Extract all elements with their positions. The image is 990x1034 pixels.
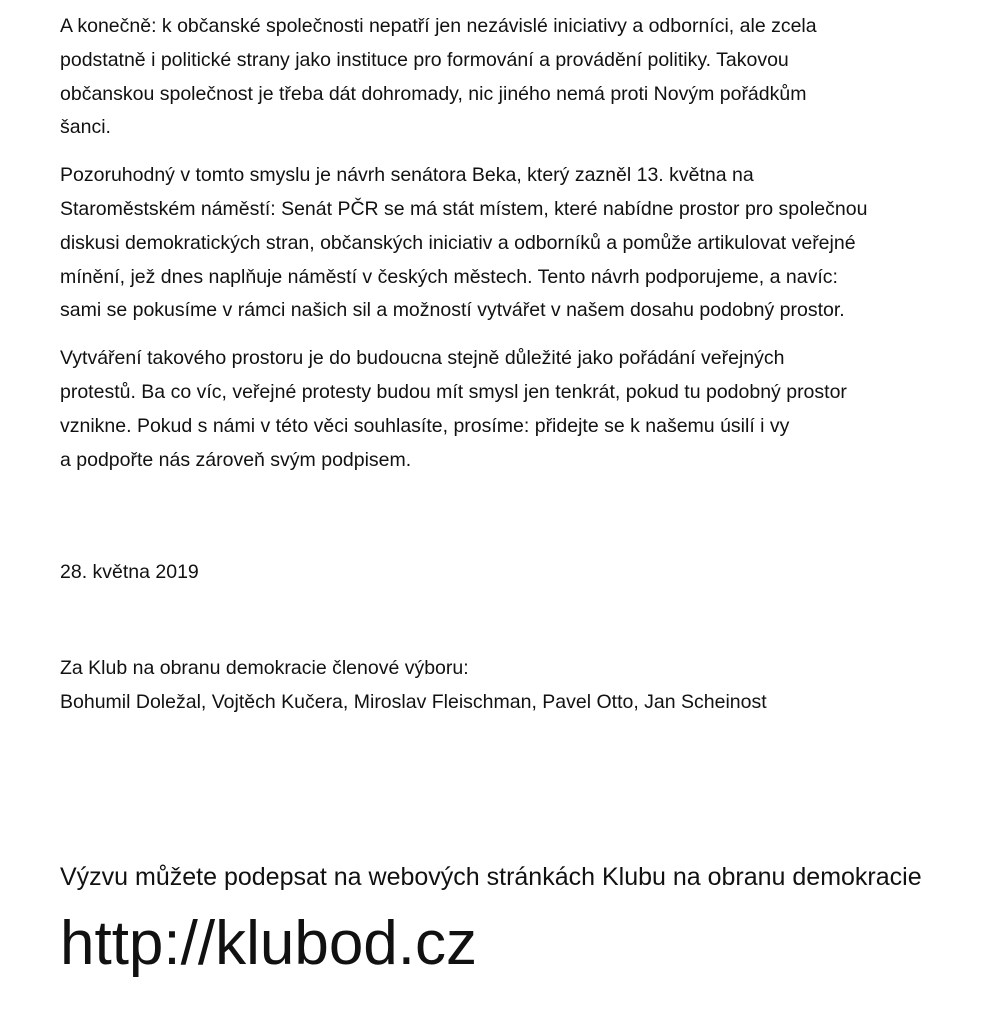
paragraph-senate-proposal xyxy=(60,159,965,328)
paragraph-line: protestů. Ba co víc, veřejné protesty budou mít smysl jen tenkrát, pokud tu podobný prostor xyxy=(60,380,847,403)
signature-block xyxy=(60,652,767,720)
paragraph-protests xyxy=(60,342,965,477)
petition-callout: Výzvu můžete podepsat na webových stránkách Klubu na obranu demokracie xyxy=(60,863,922,891)
paragraph-line: šanci. xyxy=(60,116,111,139)
paragraph-line: Vytváření takového prostoru je do budoucna stejně důležité jako pořádání veřejných xyxy=(60,347,785,370)
paragraph-line: Staroměstském náměstí: Senát PČR se má stát místem, které nabídne prostor pro společnou xyxy=(60,197,868,220)
signature-heading: Za Klub na obranu demokracie členové výboru: xyxy=(60,657,469,679)
document-date: 28. května 2019 xyxy=(60,561,199,583)
paragraph-line: podstatně i politické strany jako instituce pro formování a provádění politiky. Takovou xyxy=(60,48,789,71)
paragraph-line: sami se pokusíme v rámci našich sil a možností vytvářet v našem dosahu podobný prostor. xyxy=(60,299,845,322)
paragraph-line: občanskou společnost je třeba dát dohromady, nic jiného nemá proti Novým pořádkům xyxy=(60,82,807,105)
paragraph-line: A konečně: k občanské společnosti nepatří jen nezávislé iniciativy a odborníci, ale zcela xyxy=(60,15,817,37)
document-body xyxy=(60,10,965,491)
paragraph-line: Pozoruhodný v tomto smyslu je návrh senátora Beka, který zazněl 13. května na xyxy=(60,164,754,187)
paragraph-line: a podpořte nás zároveň svým podpisem. xyxy=(60,448,412,471)
paragraph-civil-society xyxy=(60,10,965,145)
paragraph-line: mínění, jež dnes naplňuje náměstí v českých městech. Tento návrh podporujeme, a navíc: xyxy=(60,265,838,288)
paragraph-line: diskusi demokratických stran, občanských iniciativ a odborníků a pomůže artikulovat veřejné xyxy=(60,231,856,254)
signature-names: Bohumil Doležal, Vojtěch Kučera, Miroslav Fleischman, Pavel Otto, Jan Scheinost xyxy=(60,690,767,713)
paragraph-line: vznikne. Pokud s námi v této věci souhlasíte, prosíme: přidejte se k našemu úsilí i vy xyxy=(60,414,790,437)
club-website-link[interactable]: http://klubod.cz xyxy=(60,909,478,978)
